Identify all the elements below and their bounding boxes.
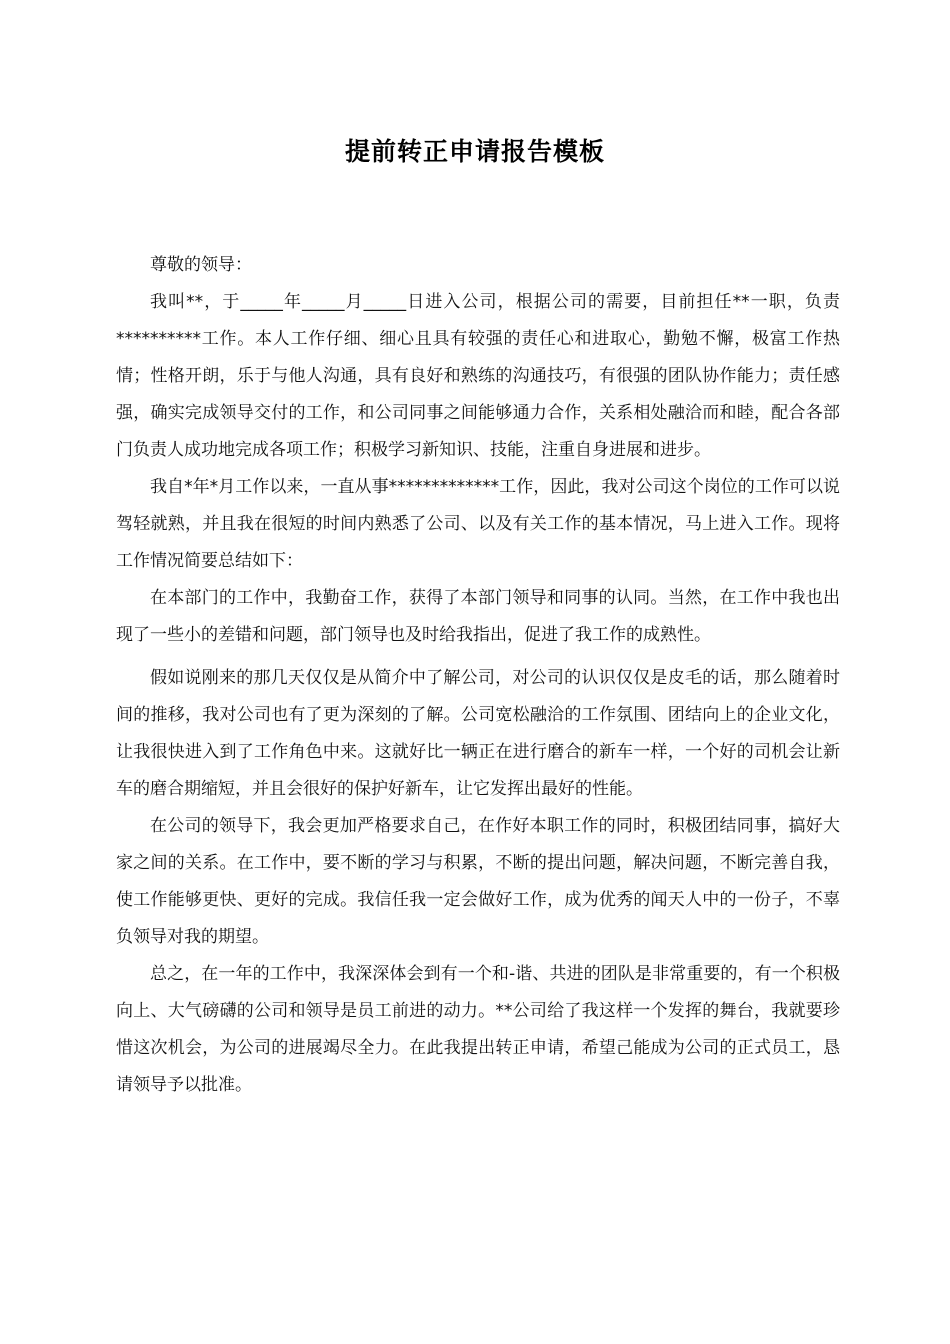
paragraph-experience: 我自*年*月工作以来，一直从事*************工作，因此，我对公司这个岗位的工作可以说驾轻就熟，并且我在很短的时间内熟悉了公司、以及有关工作的基本情况，马上进入工作。现将工作情况简要总结如下： <box>116 477 840 571</box>
paragraph-department: 在本部门的工作中，我勤奋工作，获得了本部门领导和同事的认同。当然，在工作中我也出现了一些小的差错和问题，部门领导也及时给我指出，促进了我工作的成熟性。 <box>116 588 840 645</box>
greeting: 尊敬的领导： <box>150 255 252 275</box>
document-body <box>116 247 840 1104</box>
paragraph-intro: 我叫**，于_____年_____月_____日进入公司，根据公司的需要，目前担任**一职，负责**********工作。本人工作仔细、细心且具有较强的责任心和进取心，勤勉不懈，极富工作热情；性格开朗，乐于与他人沟通，具有良好和熟练的沟通技巧，有很强的团队协作能力；责任感强，确实完成领导交付的工作，和公司同事之间能够通力合作，关系相处融洽而和睦，配合各部门负责人成功地完成各项工作；积极学习新知识、技能，注重自身进展和进步。 <box>116 292 840 460</box>
paragraph-understanding: 假如说刚来的那几天仅仅是从简介中了解公司，对公司的认识仅仅是皮毛的话，那么随着时间的推移，我对公司也有了更为深刻的了解。公司宽松融洽的工作氛围、团结向上的企业文化，让我很快进入到了工作角色中来。这就好比一辆正在进行磨合的新车一样，一个好的司机会让新车的磨合期缩短，并且会很好的保护好新车，让它发挥出最好的性能。 <box>116 668 840 799</box>
document-title: 提前转正申请报告模板 <box>344 137 605 166</box>
paragraph-conclusion: 总之，在一年的工作中，我深深体会到有一个和-谐、共进的团队是非常重要的，有一个积极向上、大气磅礴的公司和领导是员工前进的动力。**公司给了我这样一个发挥的舞台，我就要珍惜这次机会，为公司的进展竭尽全力。在此我提出转正申请，希望己能成为公司的正式员工，恳请领导予以批准。 <box>116 964 840 1095</box>
paragraph-commitment: 在公司的领导下，我会更加严格要求自己，在作好本职工作的同时，积极团结同事，搞好大家之间的关系。在工作中，要不断的学习与积累，不断的提出问题，解决问题，不断完善自我，使工作能够更快、更好的完成。我信任我一定会做好工作，成为优秀的闻天人中的一份子，不辜负领导对我的期望。 <box>116 816 840 947</box>
